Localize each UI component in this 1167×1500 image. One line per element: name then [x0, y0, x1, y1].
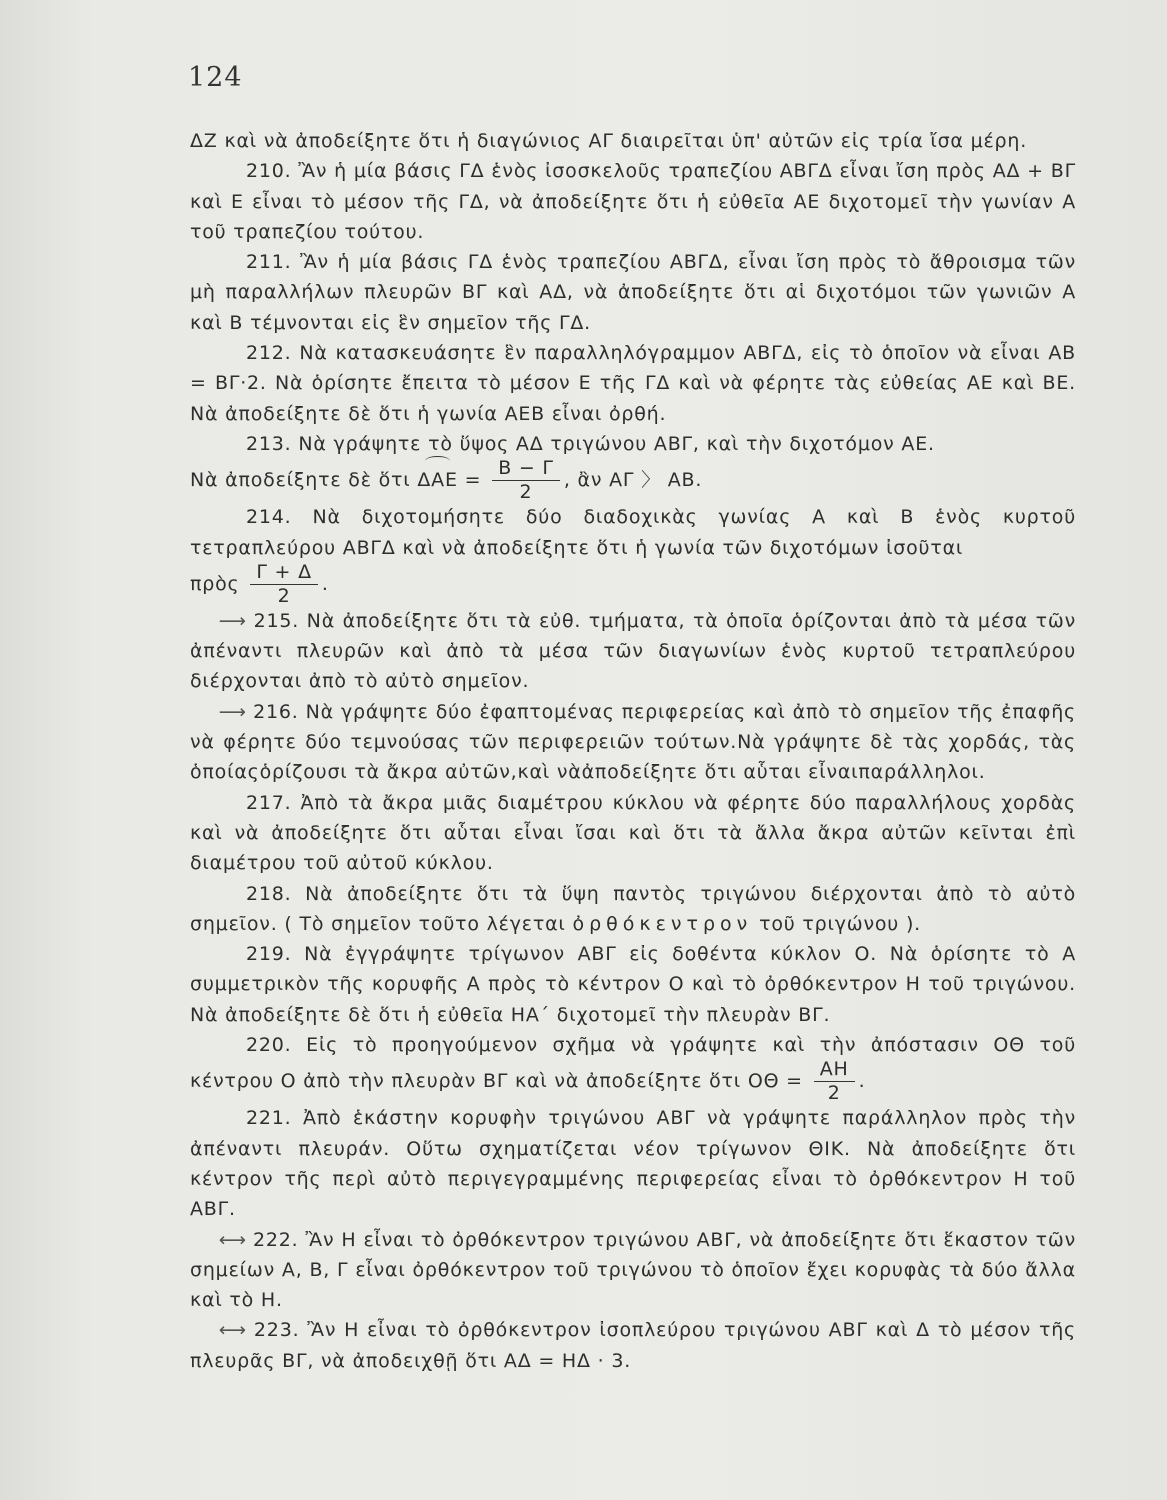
exercise-210: 210. Ἂν ἡ μία βάσις ΓΔ ἑνὸς ἰσοσκελοῦς τραπεζίου ΑΒΓΔ εἶναι ἴση πρὸς ΑΔ + ΒΓ καὶ Ε εἶναι τὸ μέσον τῆς ΓΔ, νὰ ἀποδείξητε ὅτι ἡ εὐθεῖα ΑΕ διχοτομεῖ τὴν γωνίαν Α τοῦ τραπεζίου τούτου. [190, 160, 1076, 243]
page-body [190, 126, 1076, 1376]
exercise-223-text: 223. Ἂν Η εἶναι τὸ ὀρθόκεντρον ἰσοπλεύρου τριγώνου ΑΒΓ καὶ Δ τὸ μέσον τῆς πλευρᾶς ΒΓ, νὰ ἀποδειχθῇ ὅτι ΑΔ = ΗΔ · 3. [190, 1319, 1076, 1372]
exercise-216 [190, 697, 1076, 788]
exercise-222-text: 222. Ἂν Η εἶναι τὸ ὀρθόκεντρον τριγώνου ΑΒΓ, νὰ ἀποδείξητε ὅτι ἕκαστον τῶν σημείων Α, Β, Γ εἶναι ὀρθόκεντρον τοῦ τριγώνου τὸ ὁποῖον ἔχει κορυφὰς τὰ δύο ἄλλα καὶ τὸ Η. [190, 1228, 1076, 1312]
exercise-218-text: 218. Νὰ ἀποδείξητε ὅτι τὰ ὕψη παντὸς τριγώνου διέρχονται ἀπὸ τὸ αὐτὸ σημεῖον. ( Τὸ σημεῖον τοῦτο λέγεται [190, 882, 1076, 935]
exercise-219: 219. Νὰ ἐγγράψητε τρίγωνον ΑΒΓ εἰς δοθέντα κύκλον Ο. Νὰ ὁρίσητε τὸ Α συμμετρικὸν τῆς κορυφῆς Α πρὸς τὸ κέντρον Ο καὶ τὸ ὀρθόκεντρον Η τοῦ τριγώνου. Νὰ ἀποδείξητε δὲ ὅτι ἡ εὐθεῖα ΗΑ΄ διχοτομεῖ τὴν πλευρὰν ΒΓ. [190, 943, 1076, 1026]
exercise-213-tail: , ἂν ΑΓ 〉 ΑΒ. [563, 469, 703, 492]
continuation-text: ΔΖ καὶ νὰ ἀποδείξητε ὅτι ἡ διαγώνιος ΑΓ διαιρεῖται ὑπ' αὐτῶν εἰς τρία ἴσα μέρη. [190, 130, 1028, 152]
exercise-214-pre: πρὸς [190, 572, 240, 595]
angle-dae: ΔΑΕ [417, 465, 457, 495]
exercise-211: 211. Ἂν ἡ μία βάσις ΓΔ ἑνὸς τραπεζίου ΑΒΓΔ, εἶναι ἴση πρὸς τὸ ἄθροισμα τῶν μὴ παραλλήλων πλευρῶν ΒΓ καὶ ΑΔ, νὰ ἀποδείξητε ὅτι αἱ διχοτόμοι τῶν γωνιῶν Α καὶ Β τέμνονται εἰς ἓν σημεῖον τῆς ΓΔ. [190, 251, 1076, 334]
arrow-mark-icon: ⟶ [218, 609, 246, 632]
fraction-denominator: 2 [277, 584, 291, 607]
double-arrow-mark-icon: ⟷ [218, 1228, 246, 1251]
exercise-222 [190, 1225, 1076, 1316]
exercise-213-line2 [190, 459, 702, 502]
exercise-213 [190, 429, 1076, 502]
double-arrow-mark-icon: ⟷ [218, 1319, 246, 1342]
exercise-218-post: τοῦ τριγώνου ). [759, 912, 921, 935]
exercise-218 [190, 879, 1076, 940]
fraction-numerator: Β − Γ [492, 459, 560, 481]
fraction-denominator: 2 [519, 481, 533, 504]
exercise-213-lead: Νὰ ἀποδείξητε δὲ ὅτι [190, 469, 411, 492]
fraction-numerator: Γ + Δ [250, 563, 318, 585]
term-orthocenter: ὀρθόκεντρον [572, 912, 753, 935]
exercise-212: 212. Νὰ κατασκευάσητε ἓν παραλληλόγραμμον ΑΒΓΔ, εἰς τὸ ὁποῖον νὰ εἶναι ΑΒ = ΒΓ·2. Νὰ ὁρίσητε ἔπειτα τὸ μέσον Ε τῆς ΓΔ καὶ νὰ φέρητε τὰς εὐθείας ΑΕ καὶ ΒΕ. Νὰ ἀποδείξητε δὲ ὅτι ἡ γωνία ΑΕΒ εἶναι ὀρθή. [190, 342, 1076, 425]
fraction-numerator: ΑΗ [814, 1060, 855, 1082]
fraction-denominator: 2 [827, 1082, 841, 1105]
exercise-220 [190, 1030, 1076, 1103]
exercise-214-text: 214. Νὰ διχοτομήσητε δύο διαδοχικὰς γωνίας Α καὶ Β ἑνὸς κυρτοῦ τετραπλεύρου ΑΒΓΔ καὶ νὰ ἀποδείξητε ὅτι ἡ γωνία τῶν διχοτόμων ἰσοῦται [190, 506, 1076, 559]
arrow-mark-icon: ⟶ [218, 700, 246, 723]
exercise-223 [190, 1315, 1076, 1376]
exercise-215 [190, 606, 1076, 697]
equals-sign: = [464, 469, 482, 492]
fraction-b-minus-g [492, 459, 560, 502]
fraction-ah-over-2 [814, 1060, 855, 1103]
exercise-214 [190, 502, 1076, 606]
exercise-213-line1: 213. Νὰ γράψητε τὸ ὕψος ΑΔ τριγώνου ΑΒΓ, καὶ τὴν διχοτόμον ΑΕ. [246, 432, 935, 455]
exercise-214-formula [190, 560, 329, 607]
exercise-215-text: 215. Νὰ ἀποδείξητε ὅτι τὰ εὐθ. τμήματα, τὰ ὁποῖα ὁρίζονται ἀπὸ τὰ μέσα τῶν ἀπέναντι πλευρῶν καὶ ἀπὸ τὰ μέσα τῶν διαγωνίων ἑνὸς κυρτοῦ τετραπλεύρου διέρχονται ἀπὸ τὸ αὐτὸ σημεῖον. [190, 609, 1076, 693]
exercise-221: 221. Ἀπὸ ἑκάστην κορυφὴν τριγώνου ΑΒΓ νὰ γράψητε παράλληλον πρὸς τὴν ἀπέναντι πλευράν. Οὕτω σχηματίζεται νέον τρίγωνον ΘΙΚ. Νὰ ἀποδείξητε ὅτι κέντρον τῆς περὶ αὐτὸ περιγεγραμμένης περιφερείας εἶναι τὸ ὀρθόκεντρον Η τοῦ ΑΒΓ. [190, 1107, 1076, 1221]
exercise-217: 217. Ἀπὸ τὰ ἄκρα μιᾶς διαμέτρου κύκλου νὰ φέρητε δύο παραλλήλους χορδὰς καὶ νὰ ἀποδείξητε ὅτι αὗται εἶναι ἴσαι καὶ ὅτι τὰ ἄλλα ἄκρα αὐτῶν κεῖνται ἐπὶ διαμέτρου τοῦ αὐτοῦ κύκλου. [190, 791, 1076, 875]
fraction-g-plus-d [250, 560, 318, 607]
exercise-214-post: . [321, 572, 329, 595]
exercise-216-text: 216. Νὰ γράψητε δύο ἐφαπτομένας περιφερείας καὶ ἀπὸ τὸ σημεῖον τῆς ἐπαφῆς νὰ φέρητε δύο τεμνούσας τῶν περιφερειῶν τούτων.Νὰ γράψητε δὲ τὰς χορδάς, τὰς ὁποίαςὁρίζουσι τὰ ἄκρα αὐτῶν,καὶ νὰἀποδείξητε ὅτι αὗται εἶναιπαράλληλοι. [190, 700, 1077, 784]
exercise-220-post: . [858, 1070, 866, 1093]
page-number: 124 [188, 62, 243, 93]
exercise-220-text: 220. Εἰς τὸ προηγούμενον σχῆμα νὰ γράψητε καὶ τὴν ἀπόστασιν ΟΘ τοῦ κέντρου Ο ἀπὸ τὴν πλευρὰν ΒΓ καὶ νὰ ἀποδείξητε ὅτι ΟΘ = [190, 1034, 1076, 1093]
